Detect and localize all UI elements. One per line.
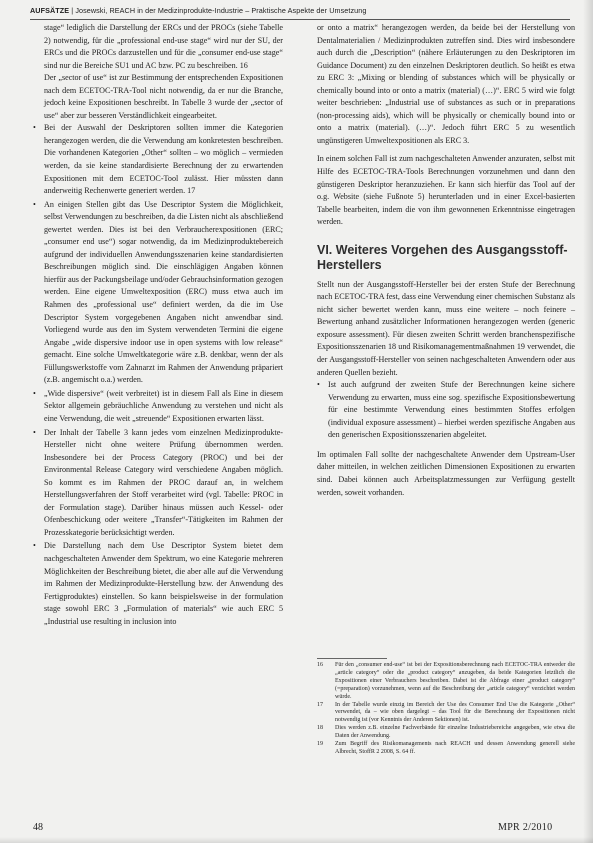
footnote-text: In der Tabelle wurde einzig im Bereich der Use des Consumer End Use die Kategorie „Other“ verwendet, da – wie oben dargelegt – das Tool für die Berechnung der Expositionen nicht notwendig ist (vor Kenntnis der Anderen Sektionen) ist. bbox=[335, 701, 575, 724]
left-bullet-1: • Bei der Auswahl der Deskriptoren sollten immer die Kategorien herangezogen werden, die die Verwendung am konkretesten beschreiben. Die vorhandenen Kategorien „Other“ sollten – wo möglich – vermieden werden, da sie keine standardisierte Berechnung der zu erwartenden Expositionen mit dem ECETOC-Tool zulässt. Hier müssten dann anderweitig Rechenwerte generiert werden. 17 bbox=[33, 122, 283, 197]
header-separator: | bbox=[69, 6, 76, 15]
journal-issue: MPR 2/2010 bbox=[498, 822, 553, 833]
right-paragraph-2: In einem solchen Fall ist zum nachgeschalteten Anwender anzuraten, selbst mit Hilfe des ECETOC-TRA-Tools Berechnungen vorzunehmen und dann den günstigeren Deskriptor heranzuziehen. Er kann sich hierfür das Tool auf der o.g. Website (siehe Fußnote 5) herunterladen und in einer Excel-basierten Tabelle bearbeiten, indem die von ihm gewonnenen Erkenntnisse eingetragen werden. bbox=[317, 154, 575, 227]
left-bullet-list bbox=[33, 122, 283, 628]
left-paragraph-1: stage“ lediglich die Darstellung der ERCs und der PROCs (siehe Tabelle 2) notwendig, für die „professional end-use stage“ wird nur der SU, der ERCs und die PROCs darzustellen und für die „consumer end-use stage“ sind nur die Bereiche SU1 und AC bzw. PC zu beschreiben. 16 bbox=[44, 23, 283, 70]
right-bullet-list bbox=[317, 379, 575, 442]
right-paragraph-3: Stellt nun der Ausgangsstoff-Hersteller bei der ersten Stufe der Berechnung nach ECETOC-TRA fest, dass eine Verwendung einer chemischen Substanz als nicht sicher bewertet werden kann, muss eine weitere – noch feinere – Bewertung anhand zusätzlicher Informationen herangezogen werden (generic exposure assessment). Für diesen zweiten Schritt werden branchenspezifische Expositionsszenarien 18 und Risikomanagementmaßnahmen 19 verwendet, die der Ausgangsstoff-Hersteller von seinen nachgeschalteten Anwendern oder aus anderen Quellen bezieht. bbox=[317, 279, 575, 377]
left-paragraph-2: Der „sector of use“ ist zur Bestimmung der entsprechenden Expositionen nach dem ECETOC-TRA-Tool nicht notwendig, da er nur die Branche, jedoch keine Expositionen beschreibt. In Tabelle 3 wurde der „sector of use“ aber zur besseren Verständlichkeit eingearbeitet. bbox=[44, 73, 283, 120]
left-bullet-3: • „Wide dispersive“ (weit verbreitet) ist in diesem Fall als Eine in diesem Sektor allgemein gebräuchliche Anwendung zu verstehen und nicht als eine Verwendung, die weit „streuende“ Expositionen erwarten lässt. bbox=[33, 388, 283, 426]
right-column bbox=[317, 22, 575, 499]
header-rule bbox=[30, 19, 570, 20]
footnote-text: Für den „consumer end-use“ ist bei der Expositionsberechnung nach ECETOC-TRA entweder die „article category“ oder die „product category“ anzugeben, da beide Kategorien letztlich die Expositionen einer Verbrauchers beschreiben. Dabei ist die Abfrage einer „product category“ (=preparation) vorzunehmen, wenn auf die Beschreibung der „article category“ verzichtet werden würde. bbox=[335, 662, 575, 700]
right-paragraph-1: or onto a matrix“ herangezogen werden, da beide bei der Herstellung von Dentalmaterialien / Medizinprodukten zutreffen sind. Dies wird insbesondere auch durch die „Description“ (nähere Erläuterungen zu den Deskriptoren im Guidance Document) zu den einzelnen Deskriptoren deutlich. So heißt es etwa zu ERC 3: „Mixing or blending of substances which will be physically or chemically bound into or onto a matrix (material) (…)“. ERC 5 wird wie folgt weiter beschrieben: „Industrial use of substances as such or in preparations (non-processing aids), which will be physically or chemically bound into or onto a matrix (material). (…)“. Jedoch führt ERC 5 zu wesentlich ungünstigeren Umweltexpositionen als ERC 3. bbox=[317, 23, 575, 145]
footnote bbox=[317, 662, 575, 702]
scan-edge-shadow bbox=[583, 0, 593, 843]
section-title: VI. Weiteres Vorgehen des Ausgangsstoff-Herstellers bbox=[317, 242, 568, 272]
running-header bbox=[30, 6, 570, 15]
footnote-number: 19 bbox=[317, 741, 323, 748]
footnote bbox=[317, 741, 575, 757]
footnote-text: Zum Begriff des Risikomanagements nach REACH und dessen Anwendung generell siehe Albrecht, StoffR 2 2008, S. 64 ff. bbox=[335, 741, 575, 755]
scan-bottom-shadow bbox=[0, 837, 593, 843]
left-bullet-4: • Der Inhalt der Tabelle 3 kann jedes vom einzelnen Medizinprodukte-Hersteller nicht ohne weitere Prüfung übernommen werden. Insbesondere bei der Process Category (PROC) und bei der Environmental Release Category wird verschiedene Angaben möglich. So kommt es im Rahmen der PROC darauf an, in welchem Herstellungsverfahren der Stoff verarbeitet wird (vgl. Tabelle: PROC in der Formulation stage). Darüber hinaus müssen auch Kessel- oder Ofenbeschickung oder weitere „Transfer“-Tätigkeiten im Rahmen der Prozesskategorie berücksichtigt werden. bbox=[33, 427, 283, 540]
page-number: 48 bbox=[33, 822, 43, 833]
footnote-number: 16 bbox=[317, 662, 323, 668]
footnote bbox=[317, 702, 575, 726]
right-paragraph-4: Im optimalen Fall sollte der nachgeschaltete Anwender dem Upstream-User daher mitteilen, in welchen zeitlichen Dimensionen Expositionen zu erwarten sind. Dabei können auch Arbeitsplatzmessungen zur Verfügung gestellt werden, soweit vorhanden. bbox=[317, 449, 575, 497]
left-bullet-2: • An einigen Stellen gibt das Use Descriptor System die Möglichkeit, selbst Verwendungen zu beschreiben, da die Listen nicht als abschließend gewertet werden. Dies ist bei den Verbraucherexpositionen (ERC; „consumer end use“) sogar notwendig, da im Medizinproduktebereich aufgrund der individuellen Anwendungsszenarien keine standardisierten Beschreibungen möglich sind. Die einschlägigen Angaben können hierfür aus der Packungsbeilage und/oder Gebrauchsinformation gezogen werden. Eine eigene Umweltexposition (ERC) muss etwa auch im Rahmen des „professional use“ definiert werden, da die im Use Descriptor System vorgegebenen Angaben nicht anwendbar sind. Vorliegend wurde aus den im System verwendeten Termini die eigene Angabe „wide dispersive indoor use in open systems with low release“ gemacht. Eine solche Umweltkategorie wäre z.B. denkbar, wenn der als Füllungswerkstoffe vom Zahnarzt im Rahmen der Anwendung präpariert (z.B. angemischt o.a.) werden. bbox=[33, 199, 283, 387]
right-bullet-1: • Ist auch aufgrund der zweiten Stufe der Berechnungen keine sichere Verwendung zu erwarten, muss eine sog. spezifische Expositionsbewertung für eine bestimmte Verwendung eines bestimmten Stoffes erfolgen (individual exposure assessment) – hierbei werden spezifische Angaben aus den generischen Expositionsszenarien abgeleitet. bbox=[317, 379, 575, 442]
footnote-number: 18 bbox=[317, 725, 323, 732]
footnotes bbox=[317, 662, 575, 757]
left-bullet-5: • Die Darstellung nach dem Use Descriptor System bietet dem nachgeschalteten Anwender dem Spektrum, wo eine Kategorie mehreren Möglichkeiten der Beschreibung bietet, die aber alle auf die Verwendung im Rahmen der Medizinprodukte-Herstellung bzw. der Anwendung des Fertigproduktes) einstellen. So kann beispielsweise in der formulation stage sowohl ERC 3 „Formulation of materials“ wie auch ERC 5 „Industrial use resulting in inclusion into bbox=[33, 540, 283, 628]
header-running-title: Josewski, REACH in der Medizinprodukte-Industrie – Praktische Aspekte der Umsetzung bbox=[75, 6, 367, 15]
footnote-number: 17 bbox=[317, 701, 323, 708]
left-column bbox=[33, 22, 283, 629]
footnote-rule bbox=[317, 658, 387, 659]
header-kicker: AUFSÄTZE bbox=[30, 6, 70, 15]
footnote-text: Dies werden z.B. einzelne Fachverbände für einzelne Industriebereiche angegeben, wie etwa die Daten der Anwendung. bbox=[335, 725, 575, 740]
footnote bbox=[317, 725, 575, 741]
